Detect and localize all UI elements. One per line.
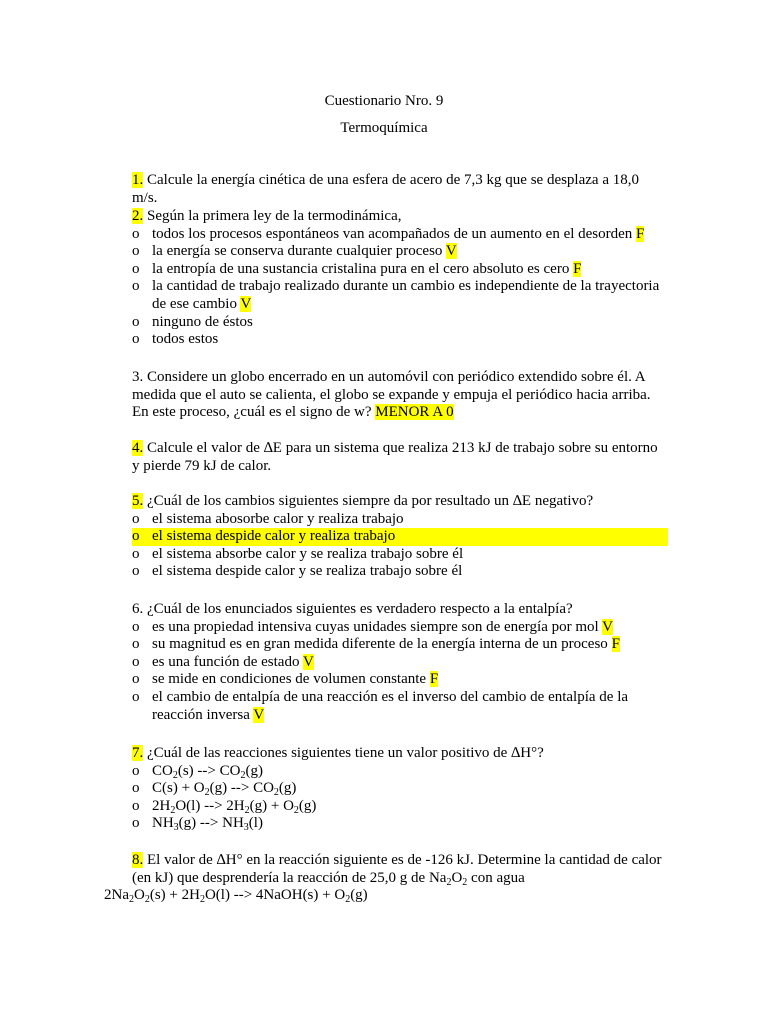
question-number: 4. <box>132 440 144 456</box>
option-text: su magnitud es en gran medida diferente de la energía interna de un proceso <box>152 636 612 653</box>
option-item <box>132 261 668 279</box>
option-text: la entropía de una sustancia cristalina pura en el cero absoluto es cero <box>152 260 574 277</box>
question-text: Calcule el valor de ∆E para un sistema que realiza 213 kJ de trabajo sobre su entorno y pierde 79 kJ de calor. <box>132 440 658 474</box>
option-item <box>132 314 668 332</box>
question-text: 6. ¿Cuál de los enunciados siguientes es verdadero respecto a la entalpía? <box>132 601 573 617</box>
option-item <box>132 546 668 564</box>
option-text: el cambio de entalpía de una reacción es el inverso del cambio de entalpía de la reacción inversa <box>152 688 629 723</box>
reaction-formula: $2H_2O(l)$ --> $2H_2(g) + O_2(g)$ <box>152 797 317 816</box>
question-number: 8. <box>132 852 144 868</box>
reaction-item <box>132 780 668 798</box>
bullet-marker: o <box>132 653 140 670</box>
answer-mark: V <box>240 295 252 312</box>
answer-mark: F <box>611 636 620 653</box>
bullet-marker: o <box>132 636 140 653</box>
answer-mark: V <box>253 706 265 723</box>
question-7 <box>132 745 668 833</box>
answer-mark: MENOR A 0 <box>375 404 454 421</box>
question-number: 1. <box>132 172 144 188</box>
reaction-item <box>132 815 668 833</box>
bullet-marker: o <box>132 243 140 260</box>
option-text: es una función de estado <box>152 653 303 670</box>
question-2 <box>132 208 668 349</box>
option-text: el sistema despide calor y realiza trabajo <box>152 528 396 545</box>
bullet-marker: o <box>132 528 140 545</box>
question-4 <box>132 440 668 475</box>
bullet-marker: o <box>132 671 140 688</box>
question-5 <box>132 493 668 581</box>
bullet-marker: o <box>132 545 140 562</box>
option-list <box>132 226 668 349</box>
question-text: 8. El valor de ∆H° en la reacción siguiente es de -126 kJ. Determine la cantidad de calor (en kJ) que desprendería la reacción de 25,0 g de $Na_2O_2$ con agua <box>132 852 662 888</box>
option-item <box>132 654 668 672</box>
option-item-highlighted <box>132 528 668 546</box>
question-number: 3. <box>132 369 144 385</box>
question-3 <box>132 369 668 422</box>
option-item <box>132 563 668 581</box>
option-text: todos estos <box>152 331 219 348</box>
option-list <box>132 763 668 833</box>
document-title: Cuestionario Nro. 9 <box>324 93 444 109</box>
option-text: el sistema despide calor y se realiza trabajo sobre él <box>152 563 463 580</box>
bullet-marker: o <box>132 762 140 779</box>
question-1 <box>132 172 668 207</box>
answer-mark: F <box>573 260 582 277</box>
option-item <box>132 619 668 637</box>
option-text: la energía se conserva durante cualquier proceso <box>152 243 446 260</box>
bullet-marker: o <box>132 618 140 635</box>
bullet-marker: o <box>132 563 140 580</box>
option-text: el sistema abosorbe calor y realiza trabajo <box>152 510 404 527</box>
reaction-formula: $CO_2(s)$ --> $CO_2(g)$ <box>152 762 263 781</box>
bullet-marker: o <box>132 225 140 242</box>
option-text: se mide en condiciones de volumen constante <box>152 671 430 688</box>
bullet-marker: o <box>132 260 140 277</box>
bullet-marker: o <box>132 278 140 295</box>
question-number: 5. <box>132 493 144 509</box>
option-text: todos los procesos espontáneos van acompañados de un aumento en el desorden <box>152 225 637 242</box>
option-item <box>132 671 668 689</box>
bullet-marker: o <box>132 780 140 797</box>
option-item <box>132 331 668 349</box>
option-item <box>132 226 668 244</box>
option-item <box>132 243 668 261</box>
reaction-item <box>132 763 668 781</box>
option-item <box>132 636 668 654</box>
option-list <box>132 511 668 581</box>
question-text: Según la primera ley de la termodinámica, <box>143 208 402 224</box>
option-text: es una propiedad intensiva cuyas unidades siempre son de energía por mol <box>152 618 603 635</box>
reaction-equation: $2Na_2O_2(s) + 2H_2O(l)$ --> 4NaOH(s) + $O_2(g)$ <box>104 887 368 906</box>
question-number: 7. <box>132 745 144 761</box>
answer-mark: V <box>445 243 457 260</box>
option-text: el sistema absorbe calor y se realiza trabajo sobre él <box>152 545 464 562</box>
option-item <box>132 689 668 724</box>
answer-mark: V <box>302 653 314 670</box>
document-subtitle: Termoquímica <box>340 120 428 136</box>
reaction-formula: $C(s) + O_2(g)$ --> $CO_2(g)$ <box>152 780 297 799</box>
bullet-marker: o <box>132 797 140 814</box>
question-text: ¿Cuál de las reacciones siguientes tiene un valor positivo de ∆H°? <box>143 745 544 761</box>
answer-mark: V <box>602 618 614 635</box>
reaction-item <box>132 798 668 816</box>
option-item <box>132 278 668 313</box>
question-6 <box>132 601 668 724</box>
question-number: 2. <box>132 208 144 224</box>
answer-mark: F <box>429 671 439 688</box>
bullet-marker: o <box>132 313 140 330</box>
question-text: ¿Cuál de los cambios siguientes siempre da por resultado un ∆E negativo? <box>143 493 594 509</box>
reaction-formula: $NH_3(g)$ --> $NH_3(l)$ <box>152 815 263 834</box>
option-text: ninguno de éstos <box>152 313 253 330</box>
bullet-marker: o <box>132 510 140 527</box>
option-text: la cantidad de trabajo realizado durante un cambio es independiente de la trayectoria de ese cambio <box>152 278 660 312</box>
option-item <box>132 511 668 529</box>
question-8 <box>104 852 668 906</box>
option-list <box>132 619 668 725</box>
question-text: Calcule la energía cinética de una esfera de acero de 7,3 kg que se desplaza a 18,0 m/s. <box>132 172 639 206</box>
answer-mark: F <box>636 225 645 242</box>
question-text: Considere un globo encerrado en un automóvil con periódico extendido sobre él. A medida que el auto se calienta, el globo se expande y empuja el periódico hacia arriba. En este proceso, ¿cuál es el signo de w? <box>132 369 651 421</box>
bullet-marker: o <box>132 688 140 705</box>
bullet-marker: o <box>132 331 140 348</box>
bullet-marker: o <box>132 815 140 832</box>
